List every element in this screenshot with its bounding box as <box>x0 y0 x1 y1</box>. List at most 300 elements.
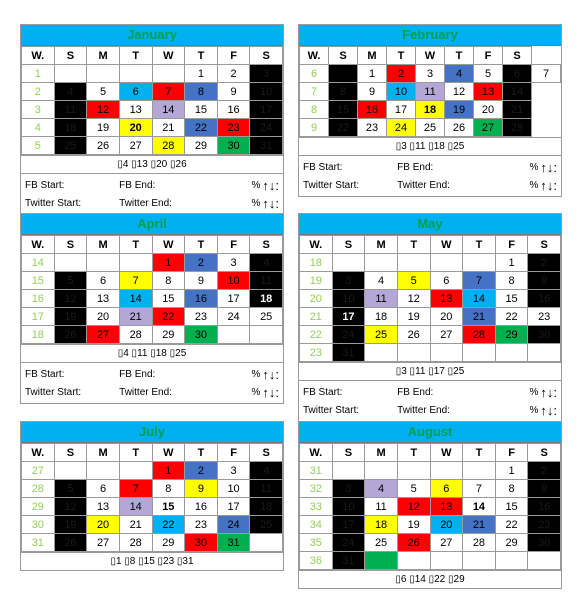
day-cell <box>397 254 430 272</box>
weekday-header: T <box>119 236 152 254</box>
day-cell: 14 <box>119 290 152 308</box>
month-title: January <box>21 25 283 46</box>
day-cell: 28 <box>119 534 152 552</box>
day-cell: 7 <box>463 480 496 498</box>
percent-label: % <box>529 179 539 191</box>
day-cell: 30 <box>528 534 561 552</box>
week-number: 1 <box>22 65 55 83</box>
day-cell: 29 <box>152 326 185 344</box>
day-cell: 23 <box>528 308 561 326</box>
day-cell: 3 <box>250 65 283 83</box>
day-cell: 3 <box>217 254 250 272</box>
day-cell: 10 <box>387 83 416 101</box>
day-cell: 29 <box>152 534 185 552</box>
day-cell: 13 <box>474 83 503 101</box>
weekday-header: S <box>329 47 358 65</box>
weekday-header: S <box>250 236 283 254</box>
day-cell: 2 <box>528 254 561 272</box>
day-cell: 27 <box>430 534 463 552</box>
up-down-arrows-icon: ↑↓: <box>262 384 279 400</box>
day-cell: 28 <box>119 326 152 344</box>
month-title: May <box>299 214 561 235</box>
day-cell: 14 <box>463 290 496 308</box>
weekday-header: W <box>152 47 185 65</box>
day-cell: 8 <box>152 480 185 498</box>
day-cell: 28 <box>463 534 496 552</box>
day-cell: 13 <box>119 101 152 119</box>
day-cell: 23 <box>528 516 561 534</box>
day-cell: 15 <box>185 101 218 119</box>
month-title: February <box>299 25 561 46</box>
day-cell: 5 <box>474 65 503 83</box>
day-cell: 2 <box>185 462 218 480</box>
day-cell: 31 <box>332 552 365 570</box>
day-cell: 12 <box>445 83 474 101</box>
day-cell: 23 <box>358 119 387 137</box>
day-cell: 2 <box>185 254 218 272</box>
week-summary: ▯4 ▯13 ▯20 ▯26 <box>21 155 283 173</box>
month-august <box>298 421 562 589</box>
weekday-header: F <box>217 236 250 254</box>
end-label: FB End: <box>119 368 156 380</box>
day-cell: 27 <box>119 137 152 155</box>
day-cell: 28 <box>503 119 532 137</box>
weekday-header: T <box>397 236 430 254</box>
day-cell: 21 <box>119 516 152 534</box>
day-cell: 10 <box>217 480 250 498</box>
week-number: 33 <box>300 498 333 516</box>
percent-label: % <box>529 161 539 173</box>
weekday-header: S <box>250 47 283 65</box>
day-cell: 25 <box>365 534 398 552</box>
day-cell <box>397 344 430 362</box>
day-cell: 26 <box>397 326 430 344</box>
day-cell <box>87 65 120 83</box>
day-cell: 18 <box>365 516 398 534</box>
day-cell: 6 <box>87 480 120 498</box>
end-label: FB End: <box>397 161 434 173</box>
day-cell: 1 <box>185 65 218 83</box>
day-cell: 21 <box>152 119 185 137</box>
day-cell: 6 <box>503 65 532 83</box>
day-cell: 8 <box>329 83 358 101</box>
day-cell <box>463 254 496 272</box>
day-cell: 14 <box>119 498 152 516</box>
social-info <box>21 173 283 214</box>
day-cell: 8 <box>495 272 528 290</box>
day-cell: 21 <box>463 516 496 534</box>
week-number: 30 <box>22 516 55 534</box>
start-label: FB Start: <box>303 161 343 173</box>
day-cell: 24 <box>332 534 365 552</box>
weekday-header: W. <box>22 236 55 254</box>
week-number: 17 <box>22 308 55 326</box>
weekday-header: T <box>185 444 218 462</box>
week-number: 19 <box>300 272 333 290</box>
month-may <box>298 213 562 422</box>
day-cell <box>463 552 496 570</box>
day-cell: 9 <box>528 480 561 498</box>
day-cell: 27 <box>87 534 120 552</box>
week-summary: ▯1 ▯8 ▯15 ▯23 ▯31 <box>21 552 283 570</box>
day-cell: 15 <box>152 498 185 516</box>
up-down-arrows-icon: ↑↓: <box>540 159 557 175</box>
weekday-header: F <box>495 444 528 462</box>
day-cell: 17 <box>387 101 416 119</box>
day-cell: 7 <box>463 272 496 290</box>
day-cell <box>250 326 283 344</box>
day-cell: 22 <box>152 308 185 326</box>
day-cell: 19 <box>87 119 120 137</box>
day-cell: 18 <box>250 498 283 516</box>
day-cell <box>332 462 365 480</box>
day-cell: 25 <box>416 119 445 137</box>
day-cell: 28 <box>152 137 185 155</box>
week-summary: ▯4 ▯11 ▯18 ▯25 <box>21 344 283 362</box>
start-label: Twitter Start: <box>303 179 360 191</box>
start-label: FB Start: <box>25 368 65 380</box>
day-cell: 7 <box>119 480 152 498</box>
day-cell: 9 <box>358 83 387 101</box>
day-cell: 11 <box>365 290 398 308</box>
day-cell: 17 <box>217 498 250 516</box>
day-cell: 26 <box>445 119 474 137</box>
day-cell <box>119 462 152 480</box>
day-cell: 23 <box>185 308 218 326</box>
day-cell: 13 <box>87 498 120 516</box>
day-cell <box>397 462 430 480</box>
week-summary: ▯3 ▯11 ▯18 ▯25 <box>299 137 561 155</box>
day-cell: 29 <box>495 534 528 552</box>
day-cell: 17 <box>217 290 250 308</box>
weekday-header: M <box>358 47 387 65</box>
weekday-header: W. <box>300 236 333 254</box>
month-february <box>298 24 562 197</box>
day-cell <box>365 462 398 480</box>
day-cell: 5 <box>54 480 87 498</box>
day-cell: 16 <box>185 290 218 308</box>
weekday-header: S <box>528 236 561 254</box>
day-cell <box>152 65 185 83</box>
day-cell: 15 <box>495 290 528 308</box>
day-cell: 12 <box>54 498 87 516</box>
day-cell: 27 <box>87 326 120 344</box>
weekday-header: W <box>430 444 463 462</box>
day-cell: 16 <box>217 101 250 119</box>
weekday-header: W. <box>300 47 329 65</box>
day-cell: 31 <box>217 534 250 552</box>
day-cell: 19 <box>54 308 87 326</box>
day-cell <box>528 344 561 362</box>
week-number: 35 <box>300 534 333 552</box>
percent-label: % <box>251 179 261 191</box>
weekday-header: S <box>54 236 87 254</box>
day-cell: 17 <box>332 308 365 326</box>
weekday-header: S <box>503 47 532 65</box>
month-title: April <box>21 214 283 235</box>
weekday-header: T <box>119 47 152 65</box>
day-cell: 1 <box>495 254 528 272</box>
day-cell: 25 <box>365 326 398 344</box>
day-cell: 3 <box>416 65 445 83</box>
weekday-header: T <box>119 444 152 462</box>
day-cell: 9 <box>217 83 250 101</box>
day-cell: 8 <box>185 83 218 101</box>
day-cell: 12 <box>54 290 87 308</box>
day-cell: 8 <box>152 272 185 290</box>
day-cell: 13 <box>430 290 463 308</box>
day-cell: 22 <box>152 516 185 534</box>
week-number: 28 <box>22 480 55 498</box>
day-cell: 24 <box>250 119 283 137</box>
week-number: 14 <box>22 254 55 272</box>
day-cell <box>119 254 152 272</box>
day-cell: 20 <box>87 516 120 534</box>
day-cell: 29 <box>185 137 218 155</box>
weekday-header: W <box>430 236 463 254</box>
day-cell: 25 <box>250 516 283 534</box>
day-cell: 14 <box>463 498 496 516</box>
day-cell: 23 <box>185 516 218 534</box>
day-cell: 21 <box>503 101 532 119</box>
weekday-header: W <box>152 236 185 254</box>
day-cell: 17 <box>250 101 283 119</box>
month-july <box>20 421 284 571</box>
end-label: FB End: <box>397 386 434 398</box>
day-cell <box>430 344 463 362</box>
week-number: 20 <box>300 290 333 308</box>
day-cell: 2 <box>387 65 416 83</box>
day-cell: 5 <box>54 272 87 290</box>
day-cell: 17 <box>332 516 365 534</box>
weekday-header: W <box>152 444 185 462</box>
day-cell: 2 <box>528 462 561 480</box>
day-cell <box>463 344 496 362</box>
up-down-arrows-icon: ↑↓: <box>262 177 279 193</box>
day-cell <box>430 254 463 272</box>
day-cell: 4 <box>54 83 87 101</box>
day-cell: 20 <box>119 119 152 137</box>
week-number: 7 <box>300 83 329 101</box>
day-cell: 6 <box>430 272 463 290</box>
weekday-header: S <box>54 444 87 462</box>
day-cell: 25 <box>54 137 87 155</box>
week-number: 31 <box>22 534 55 552</box>
start-label: Twitter Start: <box>25 386 82 398</box>
day-cell: 21 <box>119 308 152 326</box>
day-cell: 30 <box>185 326 218 344</box>
day-cell: 4 <box>250 254 283 272</box>
day-cell: 9 <box>185 272 218 290</box>
day-cell <box>365 344 398 362</box>
day-cell: 20 <box>474 101 503 119</box>
weekday-header: M <box>365 236 398 254</box>
day-cell <box>87 462 120 480</box>
social-info <box>299 155 561 196</box>
day-cell: 20 <box>430 308 463 326</box>
day-cell: 4 <box>365 480 398 498</box>
day-cell: 4 <box>445 65 474 83</box>
day-cell: 19 <box>397 516 430 534</box>
day-cell <box>430 552 463 570</box>
week-summary: ▯6 ▯14 ▯22 ▯29 <box>299 570 561 588</box>
day-cell: 7 <box>119 272 152 290</box>
day-cell: 22 <box>185 119 218 137</box>
month-title: August <box>299 422 561 443</box>
day-cell: 11 <box>54 101 87 119</box>
week-number: 34 <box>300 516 333 534</box>
weekday-header: M <box>87 47 120 65</box>
percent-label: % <box>251 368 261 380</box>
day-cell: 14 <box>503 83 532 101</box>
month-title: July <box>21 422 283 443</box>
weekday-header: W <box>416 47 445 65</box>
weekday-header: T <box>463 444 496 462</box>
day-cell <box>495 344 528 362</box>
day-cell: 30 <box>185 534 218 552</box>
weekday-header: F <box>495 236 528 254</box>
weekday-header: F <box>474 47 503 65</box>
weekday-header: T <box>185 236 218 254</box>
day-cell: 26 <box>54 534 87 552</box>
day-cell: 24 <box>217 516 250 534</box>
day-cell: 12 <box>87 101 120 119</box>
day-cell: 9 <box>528 272 561 290</box>
up-down-arrows-icon: ↑↓: <box>540 177 557 193</box>
week-number: 22 <box>300 326 333 344</box>
day-cell: 5 <box>87 83 120 101</box>
day-cell: 4 <box>250 462 283 480</box>
day-cell: 10 <box>332 498 365 516</box>
week-number: 2 <box>22 83 55 101</box>
social-info <box>299 380 561 421</box>
end-label: FB End: <box>119 179 156 191</box>
weekday-header: T <box>387 47 416 65</box>
weekday-header: W. <box>300 444 333 462</box>
day-cell: 8 <box>495 480 528 498</box>
day-cell: 27 <box>474 119 503 137</box>
day-cell: 11 <box>250 272 283 290</box>
day-cell: 16 <box>185 498 218 516</box>
day-cell: 26 <box>397 534 430 552</box>
month-january <box>20 24 284 215</box>
week-number: 36 <box>300 552 333 570</box>
social-info <box>21 362 283 403</box>
weekday-header: S <box>250 444 283 462</box>
day-cell <box>329 65 358 83</box>
weekday-header: S <box>528 444 561 462</box>
day-cell <box>119 65 152 83</box>
day-cell: 13 <box>87 290 120 308</box>
day-cell: 26 <box>87 137 120 155</box>
day-cell: 31 <box>332 344 365 362</box>
up-down-arrows-icon: ↑↓: <box>262 366 279 382</box>
day-cell <box>495 552 528 570</box>
day-cell: 15 <box>329 101 358 119</box>
day-cell <box>332 254 365 272</box>
day-cell: 24 <box>217 308 250 326</box>
day-cell: 15 <box>152 290 185 308</box>
day-cell: 1 <box>358 65 387 83</box>
weekday-header: M <box>365 444 398 462</box>
weekday-header: F <box>217 444 250 462</box>
day-cell <box>430 462 463 480</box>
day-cell: 29 <box>495 326 528 344</box>
up-down-arrows-icon: ↑↓: <box>540 402 557 418</box>
day-cell: 23 <box>217 119 250 137</box>
day-cell <box>87 254 120 272</box>
weekday-header: M <box>87 444 120 462</box>
weekday-header: S <box>332 236 365 254</box>
day-cell: 1 <box>152 462 185 480</box>
day-cell <box>54 65 87 83</box>
day-cell <box>528 552 561 570</box>
weekday-header: T <box>445 47 474 65</box>
percent-label: % <box>529 404 539 416</box>
weekday-header: W. <box>22 444 55 462</box>
day-cell: 6 <box>119 83 152 101</box>
end-label: Twitter End: <box>397 179 450 191</box>
day-cell: 3 <box>332 272 365 290</box>
day-cell: 11 <box>416 83 445 101</box>
week-number: 3 <box>22 101 55 119</box>
day-cell: 20 <box>430 516 463 534</box>
weekday-header: M <box>87 236 120 254</box>
percent-label: % <box>251 386 261 398</box>
day-cell: 15 <box>495 498 528 516</box>
day-cell: 6 <box>430 480 463 498</box>
day-cell: 30 <box>528 326 561 344</box>
week-number: 29 <box>22 498 55 516</box>
day-cell: 19 <box>54 516 87 534</box>
start-label: Twitter Start: <box>25 197 82 209</box>
day-cell <box>54 254 87 272</box>
day-cell: 22 <box>329 119 358 137</box>
week-summary: ▯3 ▯11 ▯17 ▯25 <box>299 362 561 380</box>
week-number: 31 <box>300 462 333 480</box>
day-cell <box>217 326 250 344</box>
day-cell: 10 <box>217 272 250 290</box>
start-label: FB Start: <box>303 386 343 398</box>
end-label: Twitter End: <box>397 404 450 416</box>
week-number: 16 <box>22 290 55 308</box>
day-cell: 3 <box>332 480 365 498</box>
weekday-header: W. <box>22 47 55 65</box>
weekday-header: T <box>185 47 218 65</box>
day-cell <box>365 254 398 272</box>
day-cell: 16 <box>528 498 561 516</box>
day-cell <box>54 462 87 480</box>
weekday-header: T <box>463 236 496 254</box>
percent-label: % <box>529 386 539 398</box>
day-cell: 1 <box>495 462 528 480</box>
weekday-header: S <box>332 444 365 462</box>
day-cell <box>250 534 283 552</box>
day-cell <box>463 462 496 480</box>
day-cell: 24 <box>387 119 416 137</box>
day-cell: 7 <box>152 83 185 101</box>
day-cell: 5 <box>397 272 430 290</box>
day-cell: 7 <box>532 65 561 83</box>
day-cell: 18 <box>416 101 445 119</box>
week-number: 8 <box>300 101 329 119</box>
day-cell: 26 <box>54 326 87 344</box>
day-cell: 18 <box>54 119 87 137</box>
day-cell: 5 <box>397 480 430 498</box>
day-cell: 2 <box>217 65 250 83</box>
day-cell <box>365 552 398 570</box>
up-down-arrows-icon: ↑↓: <box>262 195 279 211</box>
